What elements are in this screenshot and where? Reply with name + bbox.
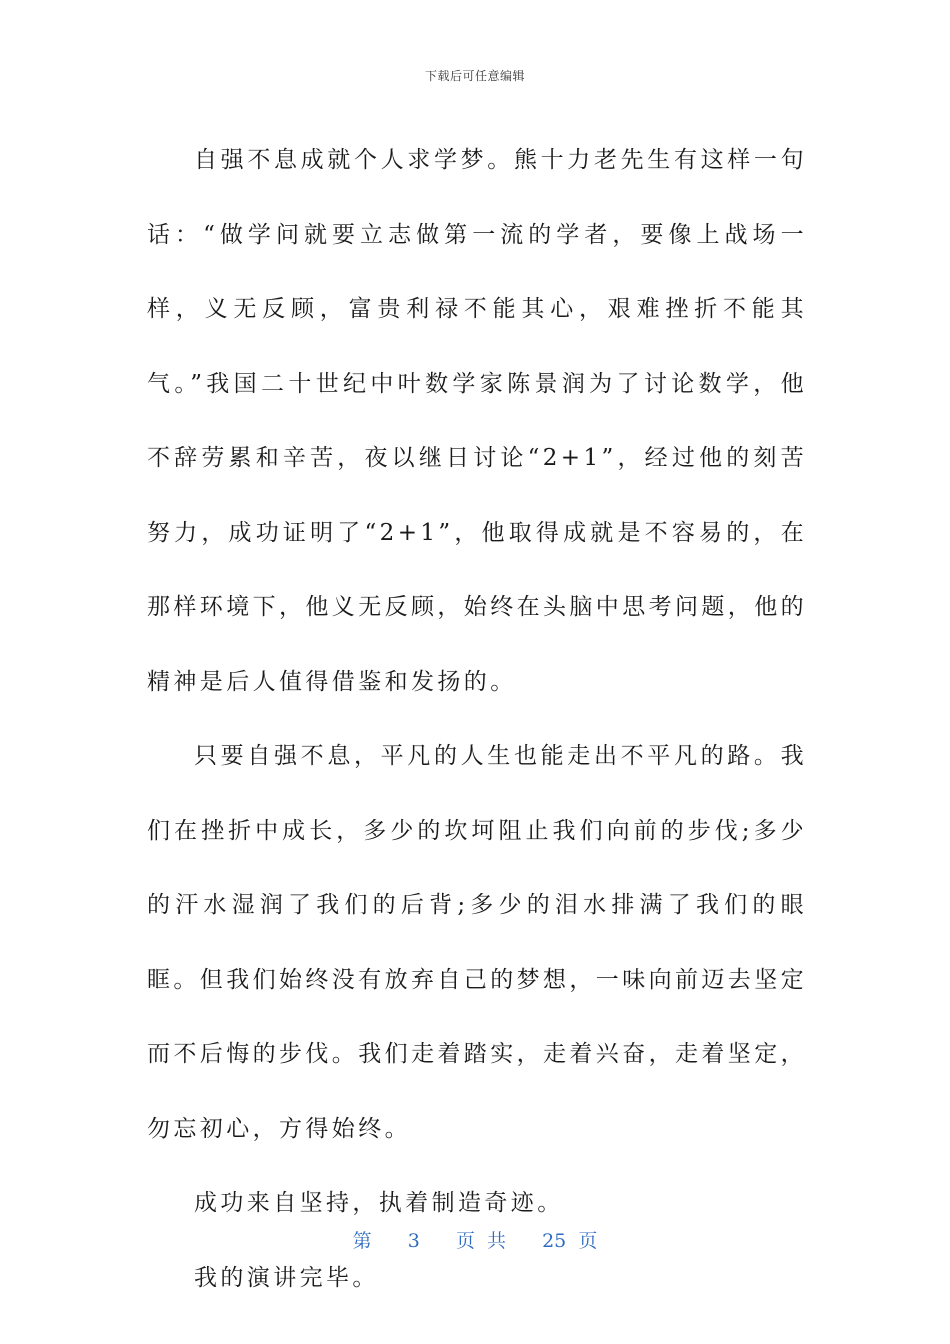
total-pages-number: 25	[542, 1230, 567, 1252]
current-page-number: 3	[407, 1230, 420, 1252]
paragraph-3: 成功来自坚持，执着制造奇迹。	[194, 1190, 564, 1216]
header-note: 下载后可任意编辑	[424, 69, 525, 83]
page-suffix: 页	[578, 1230, 598, 1252]
page-number-footer	[0, 1226, 950, 1253]
paragraph-4: 我的演讲完毕。	[194, 1264, 379, 1291]
document-body	[147, 123, 807, 1315]
paragraph-1: 自强不息成就个人求学梦。熊十力老先生有这样一句话：“做学问就要立志做第一流的学者，要像上战场一样，义无反顾，富贵利禄不能其心，艰难挫折不能其气。”我国二十世纪中叶数学家陈景润为了讨论数学，他不辞劳累和辛苦，夜以继日讨论“2+1”，经过他的刻苦努力，成功证明了“2+1”，他取得成就是不容易的，在那样环境下，他义无反顾，始终在头脑中思考问题，他的精神是后人值得借鉴和发扬的。	[147, 147, 807, 695]
page-middle-text: 页 共	[455, 1230, 506, 1252]
page-prefix: 第	[352, 1230, 372, 1252]
paragraph-2: 只要自强不息，平凡的人生也能走出不平凡的路。我们在挫折中成长，多少的坎坷阻止我们向前的步伐;多少的汗水湿润了我们的后背;多少的泪水排满了我们的眼眶。但我们始终没有放弃自己的梦想，一味向前迈去坚定而不后悔的步伐。我们走着踏实，走着兴奋，走着坚定，勿忘初心，方得始终。	[147, 743, 807, 1142]
